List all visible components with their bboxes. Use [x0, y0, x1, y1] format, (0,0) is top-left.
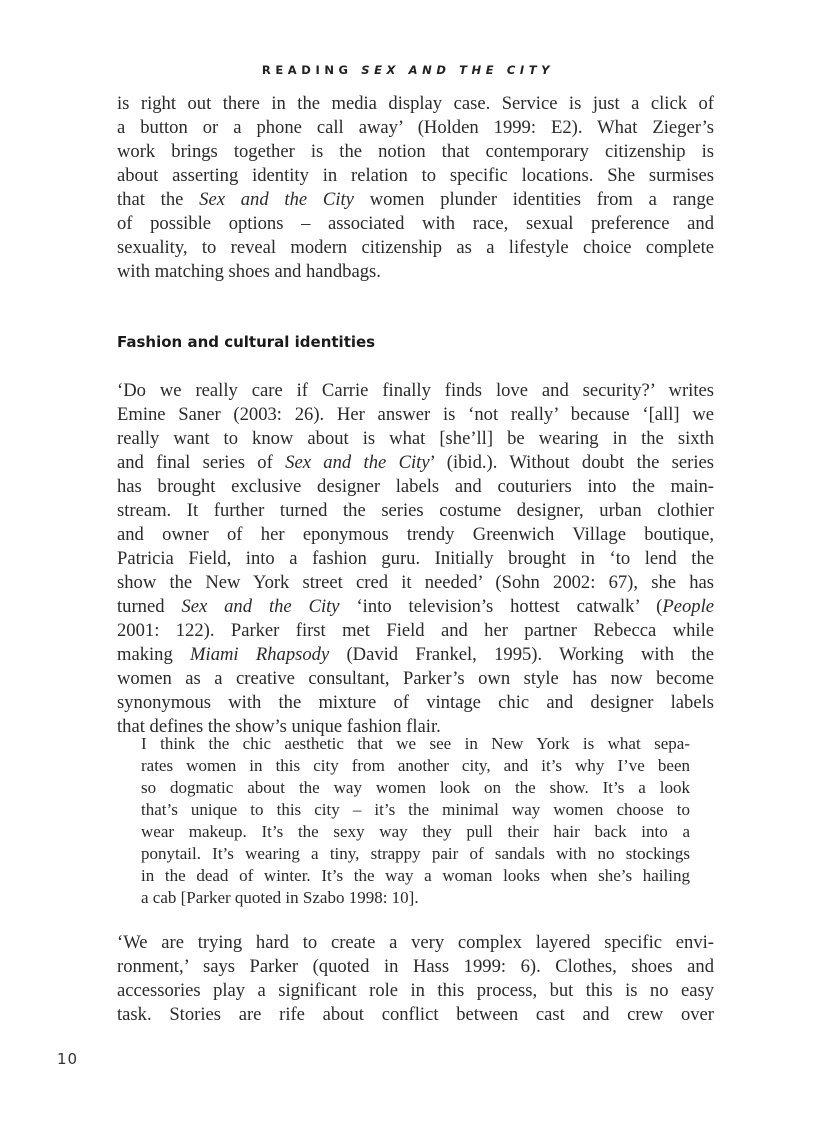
text-segment: with matching shoes and handbags. — [117, 261, 381, 282]
text-line — [117, 116, 714, 140]
running-head-title: SEX AND THE CITY — [361, 63, 555, 77]
text-line — [117, 212, 714, 236]
text-segment: show the New York street cred it needed’ (Sohn 2002: 67), she has — [117, 572, 714, 593]
text-line — [141, 821, 690, 843]
text-segment: stream. It further turned the series costume designer, urban clothier — [117, 500, 714, 521]
text-segment: and owner of her eponymous trendy Greenwich Village boutique, — [117, 524, 714, 545]
text-line — [141, 843, 690, 865]
text-segment: has brought exclusive designer labels and couturiers into the main- — [117, 476, 714, 497]
text-line — [117, 571, 714, 595]
text-line — [117, 979, 714, 1003]
text-segment: work brings together is the notion that contemporary citizenship is — [117, 141, 714, 162]
text-line — [117, 188, 714, 212]
text-line — [117, 260, 714, 284]
running-head-prefix: READING — [261, 63, 362, 77]
italic-title: People — [662, 596, 714, 617]
paragraph-1 — [117, 92, 714, 284]
paragraph-2 — [117, 379, 714, 739]
text-segment: in the dead of winter. It’s the way a woman looks when she’s hailing — [141, 866, 690, 885]
text-segment: Emine Saner (2003: 26). Her answer is ‘not really’ because ‘[all] we — [117, 404, 714, 425]
text-line — [117, 955, 714, 979]
text-segment: rates women in this city from another city, and it’s why I’ve been — [141, 756, 690, 775]
text-segment: and final series of — [117, 452, 286, 473]
text-line — [141, 799, 690, 821]
text-segment: a cab [Parker quoted in Szabo 1998: 10]. — [141, 888, 419, 907]
text-line — [117, 547, 714, 571]
text-segment: of possible options – associated with race, sexual preference and — [117, 213, 714, 234]
text-segment: really want to know about is what [she’ll] be wearing in the sixth — [117, 428, 714, 449]
text-line — [141, 755, 690, 777]
text-segment: ronment,’ says Parker (quoted in Hass 1999: 6). Clothes, shoes and — [117, 956, 714, 977]
page-number: 10 — [57, 1050, 79, 1068]
text-segment: so dogmatic about the way women look on the show. It’s a look — [141, 778, 690, 797]
text-line — [117, 643, 714, 667]
block-quote — [141, 733, 690, 909]
text-segment: a button or a phone call away’ (Holden 1999: E2). What Zieger’s — [117, 117, 714, 138]
text-segment: sexuality, to reveal modern citizenship as a lifestyle choice complete — [117, 237, 714, 258]
text-line — [117, 451, 714, 475]
text-line — [117, 691, 714, 715]
italic-title: Sex and the City — [199, 189, 354, 210]
text-segment: about asserting identity in relation to specific locations. She surmises — [117, 165, 714, 186]
text-segment: accessories play a significant role in this process, but this is no easy — [117, 980, 714, 1001]
text-line — [117, 1003, 714, 1027]
text-segment: 2001: 122). Parker first met Field and her partner Rebecca while — [117, 620, 714, 641]
text-segment: ‘We are trying hard to create a very complex layered specific envi- — [117, 932, 714, 953]
text-segment: women plunder identities from a range — [353, 189, 715, 210]
text-line — [117, 619, 714, 643]
text-line — [117, 931, 714, 955]
text-line — [117, 475, 714, 499]
text-line — [141, 865, 690, 887]
text-line — [141, 887, 690, 909]
text-segment: I think the chic aesthetic that we see in New York is what sepa- — [141, 734, 690, 753]
text-segment: task. Stories are rife about conflict between cast and crew over — [117, 1004, 714, 1025]
text-segment: ponytail. It’s wearing a tiny, strappy pair of sandals with no stockings — [141, 844, 690, 863]
text-segment: synonymous with the mixture of vintage chic and designer labels — [117, 692, 714, 713]
text-segment: making — [117, 644, 191, 665]
text-line — [117, 595, 714, 619]
text-segment: ‘into television’s hottest catwalk’ ( — [339, 596, 663, 617]
text-segment: that’s unique to this city – it’s the minimal way women choose to — [141, 800, 690, 819]
text-segment: is right out there in the media display case. Service is just a click of — [117, 93, 714, 114]
text-segment: turned — [117, 596, 182, 617]
text-line — [117, 523, 714, 547]
text-line — [141, 733, 690, 755]
section-heading: Fashion and cultural identities — [117, 333, 376, 351]
text-segment: ‘Do we really care if Carrie finally finds love and security?’ writes — [117, 380, 714, 401]
text-line — [117, 92, 714, 116]
text-line — [117, 403, 714, 427]
italic-title: Sex and the City — [285, 452, 430, 473]
text-line — [117, 164, 714, 188]
running-head — [0, 63, 816, 77]
text-segment: women as a creative consultant, Parker’s own style has now become — [117, 668, 714, 689]
text-line — [117, 140, 714, 164]
text-segment: Patricia Field, into a fashion guru. Initially brought in ‘to lend the — [117, 548, 714, 569]
text-line — [117, 427, 714, 451]
text-segment: that defines the show’s unique fashion flair. — [117, 716, 441, 737]
text-segment: that the — [117, 189, 200, 210]
paragraph-3 — [117, 931, 714, 1027]
text-segment: (David Frankel, 1995). Working with the — [329, 644, 714, 665]
text-line — [117, 667, 714, 691]
text-line — [117, 379, 714, 403]
text-line — [117, 499, 714, 523]
italic-title: Miami Rhapsody — [190, 644, 330, 665]
text-line — [117, 236, 714, 260]
text-segment: ’ (ibid.). Without doubt the series — [429, 452, 715, 473]
text-segment: wear makeup. It’s the sexy way they pull their hair back into a — [141, 822, 690, 841]
text-line — [141, 777, 690, 799]
italic-title: Sex and the City — [181, 596, 340, 617]
